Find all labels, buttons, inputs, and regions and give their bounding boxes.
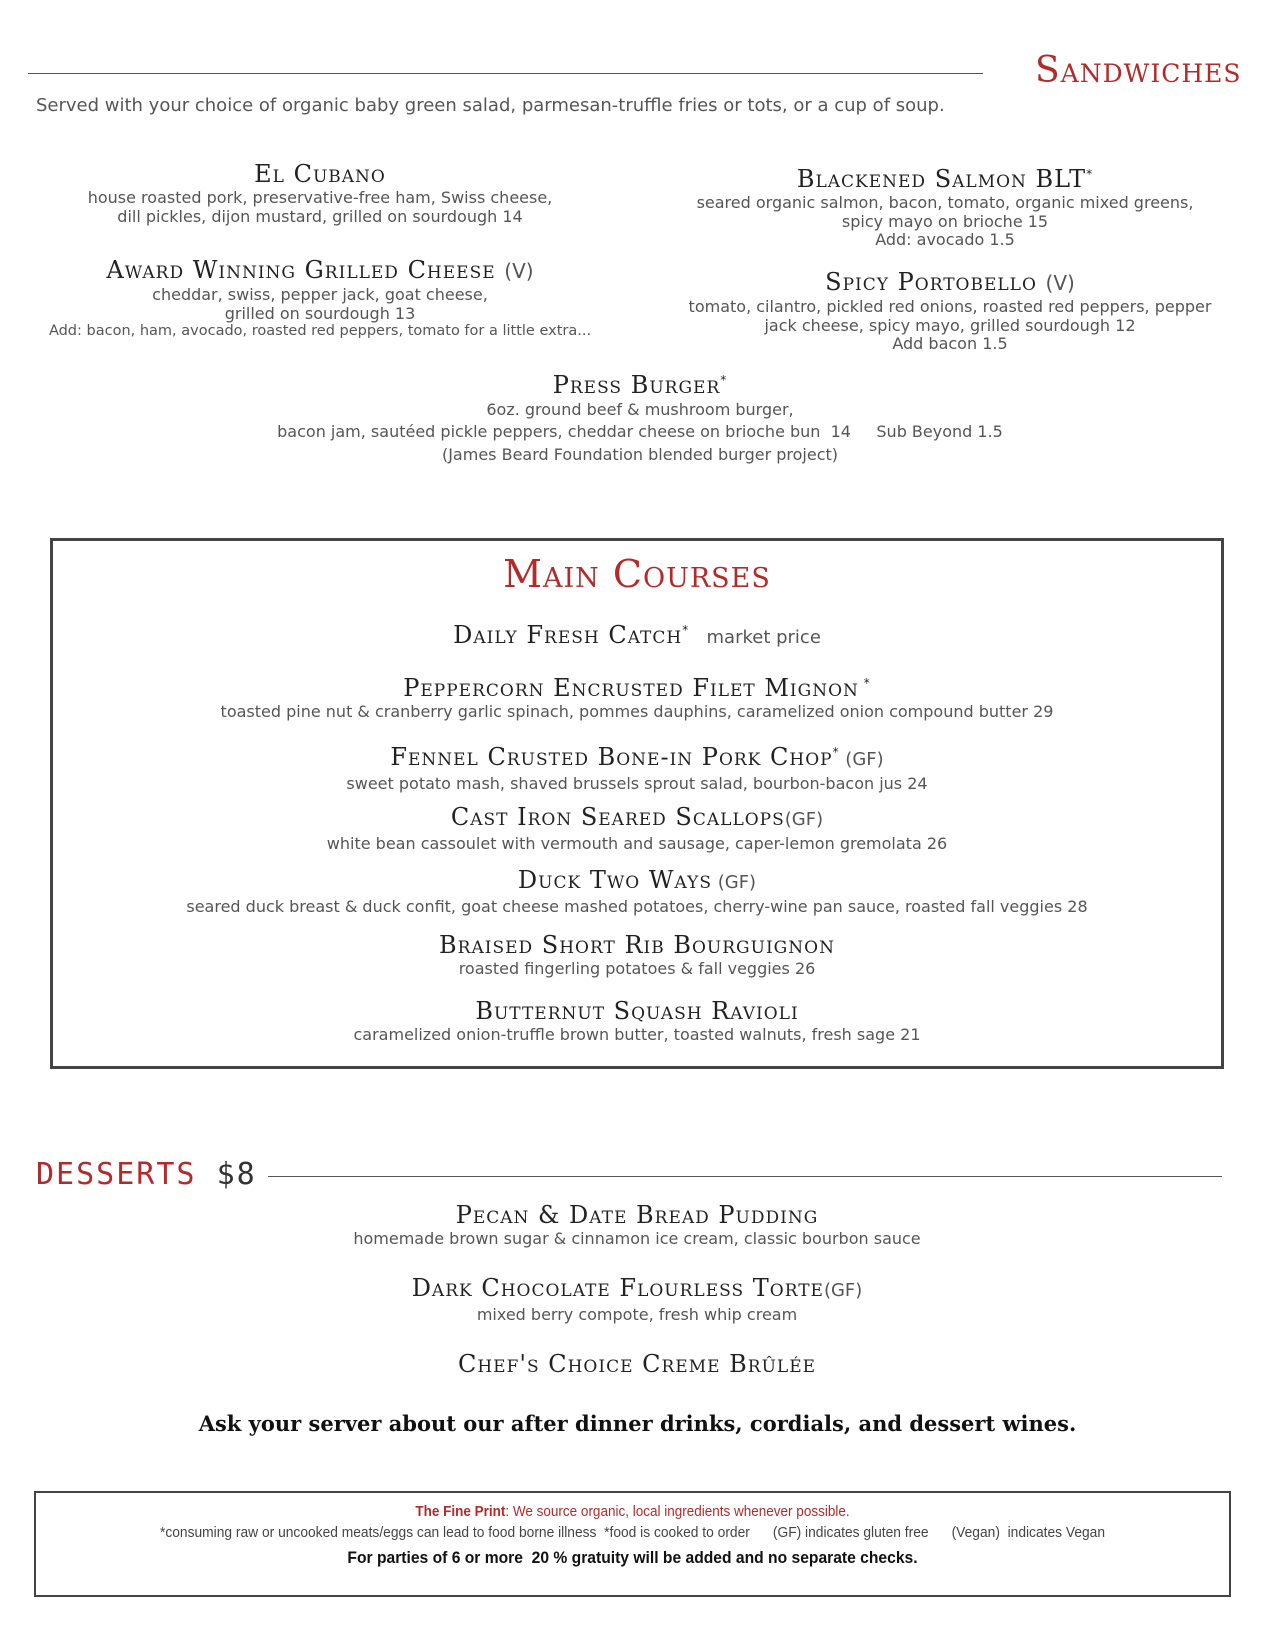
sandwich-spicy-portobello xyxy=(650,268,1250,352)
main-daily-fresh-catch xyxy=(53,616,1221,652)
dessert-torte xyxy=(53,1274,1221,1324)
item-title: Spicy Portobello xyxy=(825,268,1037,296)
desserts-price: $8 xyxy=(216,1157,257,1192)
item-desc: roasted fingerling potatoes & fall veggies 26 xyxy=(458,959,816,978)
sandwich-blackened-salmon xyxy=(660,160,1230,248)
item-title: Award Winning Grilled Cheese xyxy=(106,256,496,284)
main-pork-chop xyxy=(53,738,1221,793)
sandwich-grilled-cheese xyxy=(20,256,620,339)
main-scallops xyxy=(53,803,1221,853)
sandwiches-subtitle: Served with your choice of organic baby green salad, parmesan-truffle fries or tots, or a cup of soup. xyxy=(36,95,945,116)
item-title: Duck Two Ways xyxy=(517,866,712,894)
item-title: Daily Fresh Catch xyxy=(453,621,683,649)
desserts-rule xyxy=(268,1176,1222,1177)
gf-tag: (GF) xyxy=(784,809,824,830)
item-desc: jack cheese, spicy mayo, grilled sourdough 12 xyxy=(764,316,1136,335)
item-title: Dark Chocolate Flourless Torte xyxy=(411,1274,824,1302)
asterisk: * xyxy=(1086,167,1094,181)
main-courses-title: Main Courses xyxy=(503,552,771,596)
fine-print-line1 xyxy=(94,1502,1171,1522)
item-name: Chef's Choice Creme Brûlée xyxy=(457,1350,817,1378)
main-ravioli xyxy=(53,997,1221,1044)
item-desc: dill pickles, dijon mustard, grilled on sourdough 14 xyxy=(117,207,523,226)
asterisk: * xyxy=(832,745,840,759)
fine-print-text: : We source organic, local ingredients whenever possible. xyxy=(505,1503,850,1520)
main-short-rib xyxy=(53,931,1221,978)
item-desc: white bean cassoulet with vermouth and sausage, caper-lemon gremolata 26 xyxy=(326,834,948,853)
fine-print-label: The Fine Print xyxy=(415,1503,506,1520)
item-title: Peppercorn Encrusted Filet Mignon xyxy=(403,674,859,702)
item-title: Cast Iron Seared Scallops xyxy=(450,803,785,831)
asterisk: * xyxy=(720,373,728,387)
asterisk: * xyxy=(858,676,871,690)
sandwiches-rule xyxy=(28,73,983,74)
gf-tag: (GF) xyxy=(823,1280,863,1301)
item-name: El Cubano xyxy=(254,160,386,188)
item-name xyxy=(53,1274,1221,1305)
item-name: Braised Short Rib Bourguignon xyxy=(439,931,835,959)
item-name xyxy=(660,160,1230,193)
item-desc: Add: avocado 1.5 xyxy=(875,230,1015,249)
desserts-title-row xyxy=(36,1157,257,1193)
item-name xyxy=(650,268,1250,297)
sandwich-el-cubano xyxy=(40,160,600,226)
item-name xyxy=(53,803,1221,834)
item-desc: bacon jam, sautéed pickle peppers, cheddar cheese on brioche bun 14 Sub Beyond 1.5 xyxy=(277,422,1003,441)
veg-tag: (V) xyxy=(504,259,534,283)
item-name xyxy=(53,866,1221,897)
fine-print-line3: For parties of 6 or more 20 % gratuity will be added and no separate checks. xyxy=(347,1548,918,1567)
gf-tag: (GF) xyxy=(712,872,757,893)
item-name xyxy=(53,669,1221,702)
gf-tag: (GF) xyxy=(839,749,884,770)
item-desc: homemade brown sugar & cinnamon ice cream, classic bourbon sauce xyxy=(353,1229,921,1248)
item-name xyxy=(20,256,620,285)
item-title: Fennel Crusted Bone-in Pork Chop xyxy=(390,743,833,771)
fine-print-line2: *consuming raw or uncooked meats/eggs can lead to food borne illness *food is cooked to order (GF) indicates gluten free (Vegan) indicates Vegan xyxy=(159,1524,1106,1541)
item-desc: toasted pine nut & cranberry garlic spinach, pommes dauphins, caramelized onion compound butter 29 xyxy=(220,702,1054,721)
item-desc: sweet potato mash, shaved brussels sprout salad, bourbon-bacon jus 24 xyxy=(346,774,928,793)
desserts-note: Ask your server about our after dinner drinks, cordials, and dessert wines. xyxy=(198,1411,1077,1436)
item-name xyxy=(53,738,1221,774)
dessert-creme-brulee xyxy=(53,1350,1221,1378)
sandwiches-title: Sandwiches xyxy=(1035,50,1242,91)
item-desc: 6oz. ground beef & mushroom burger, xyxy=(486,400,794,419)
item-name xyxy=(240,366,1040,399)
sandwich-press-burger xyxy=(240,366,1040,466)
item-desc: caramelized onion-truffle brown butter, toasted walnuts, fresh sage 21 xyxy=(353,1025,921,1044)
item-desc: grilled on sourdough 13 xyxy=(224,304,416,323)
item-title: Blackened Salmon BLT xyxy=(796,165,1087,193)
item-desc: house roasted pork, preservative-free ham, Swiss cheese, xyxy=(87,188,553,207)
item-desc: tomato, cilantro, pickled red onions, roasted red peppers, pepper xyxy=(688,297,1212,316)
asterisk: * xyxy=(682,623,690,637)
item-desc: Add bacon 1.5 xyxy=(892,334,1008,353)
item-desc: seared organic salmon, bacon, tomato, organic mixed greens, xyxy=(696,193,1194,212)
item-title: Press Burger xyxy=(552,371,721,399)
item-name: Butternut Squash Ravioli xyxy=(475,997,799,1025)
market-price: market price xyxy=(706,627,821,648)
veg-tag: (V) xyxy=(1045,271,1075,295)
item-desc: mixed berry compote, fresh whip cream xyxy=(476,1305,798,1324)
item-desc: seared duck breast & duck confit, goat cheese mashed potatoes, cherry-wine pan sauce, roasted fall veggies 28 xyxy=(186,897,1088,916)
item-desc: Add: bacon, ham, avocado, roasted red peppers, tomato for a little extra... xyxy=(48,323,592,339)
item-desc: cheddar, swiss, pepper jack, goat cheese, xyxy=(152,285,488,304)
main-filet-mignon xyxy=(53,669,1221,721)
item-desc: (James Beard Foundation blended burger project) xyxy=(441,445,839,464)
item-name xyxy=(53,616,1221,652)
item-desc: spicy mayo on brioche 15 xyxy=(841,212,1049,231)
item-name: Pecan & Date Bread Pudding xyxy=(455,1201,819,1229)
desserts-title: DESSERTS xyxy=(36,1157,197,1192)
main-duck xyxy=(53,866,1221,916)
dessert-bread-pudding xyxy=(53,1201,1221,1248)
